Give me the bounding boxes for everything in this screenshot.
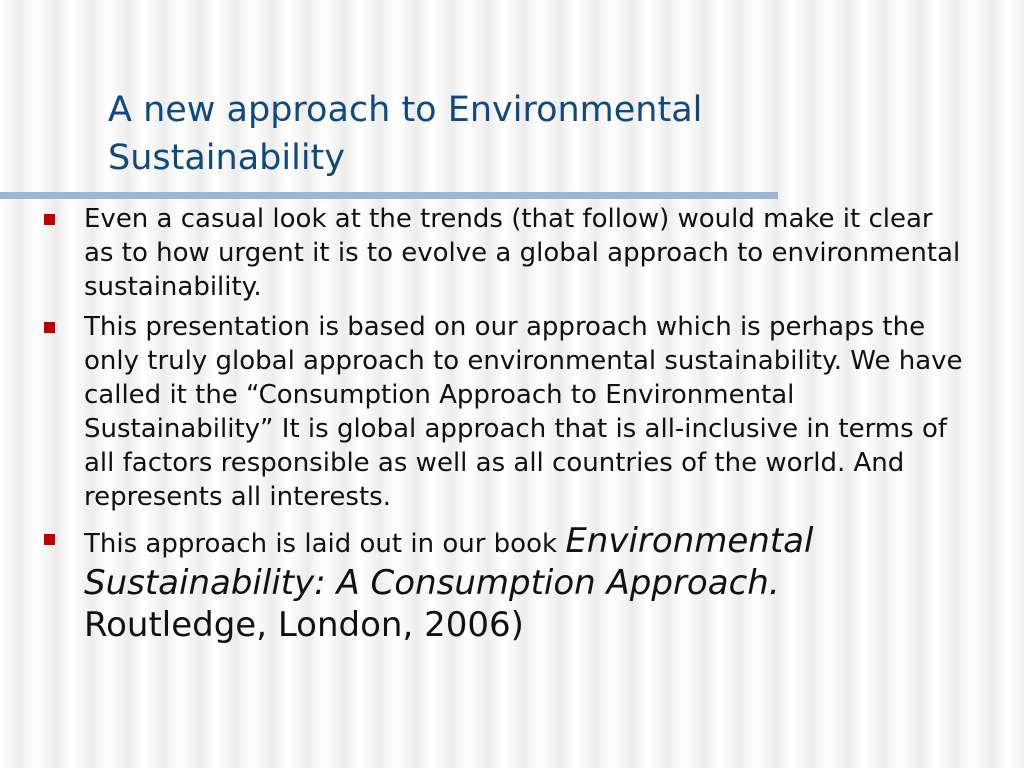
slide-title-line-1: A new approach to Environmental [108, 90, 703, 130]
square-bullet-icon [44, 214, 55, 225]
square-bullet-icon [44, 322, 55, 333]
book-publisher: Routledge, London, 2006) [84, 605, 524, 645]
bullet-item-2 [40, 310, 970, 514]
slide-title [108, 86, 928, 182]
bullet-item-3 [40, 520, 970, 646]
bullet-text-3-lead: This approach is laid out in our book [84, 529, 566, 559]
bullet-text-2: This presentation is based on our approach which is perhaps the only truly global approach to environmental sustainability. We have called it the “Consumption Approach to Environmental Sustainability” It is global approach that is all-inclusive in terms of all factors responsible as well as all countries of the world. And represents all interests. [84, 312, 963, 512]
bullet-text-1: Even a casual look at the trends (that follow) would make it clear as to how urgent it is to evolve a global approach to environmental sustainability. [84, 204, 961, 302]
bullet-list [40, 202, 970, 652]
slide-title-line-2: Sustainability [108, 138, 345, 178]
title-divider [0, 192, 778, 199]
square-bullet-icon [44, 534, 55, 545]
book-title: Environmental Sustainability: A Consumption Approach. [84, 521, 814, 603]
bullet-item-1 [40, 202, 970, 304]
